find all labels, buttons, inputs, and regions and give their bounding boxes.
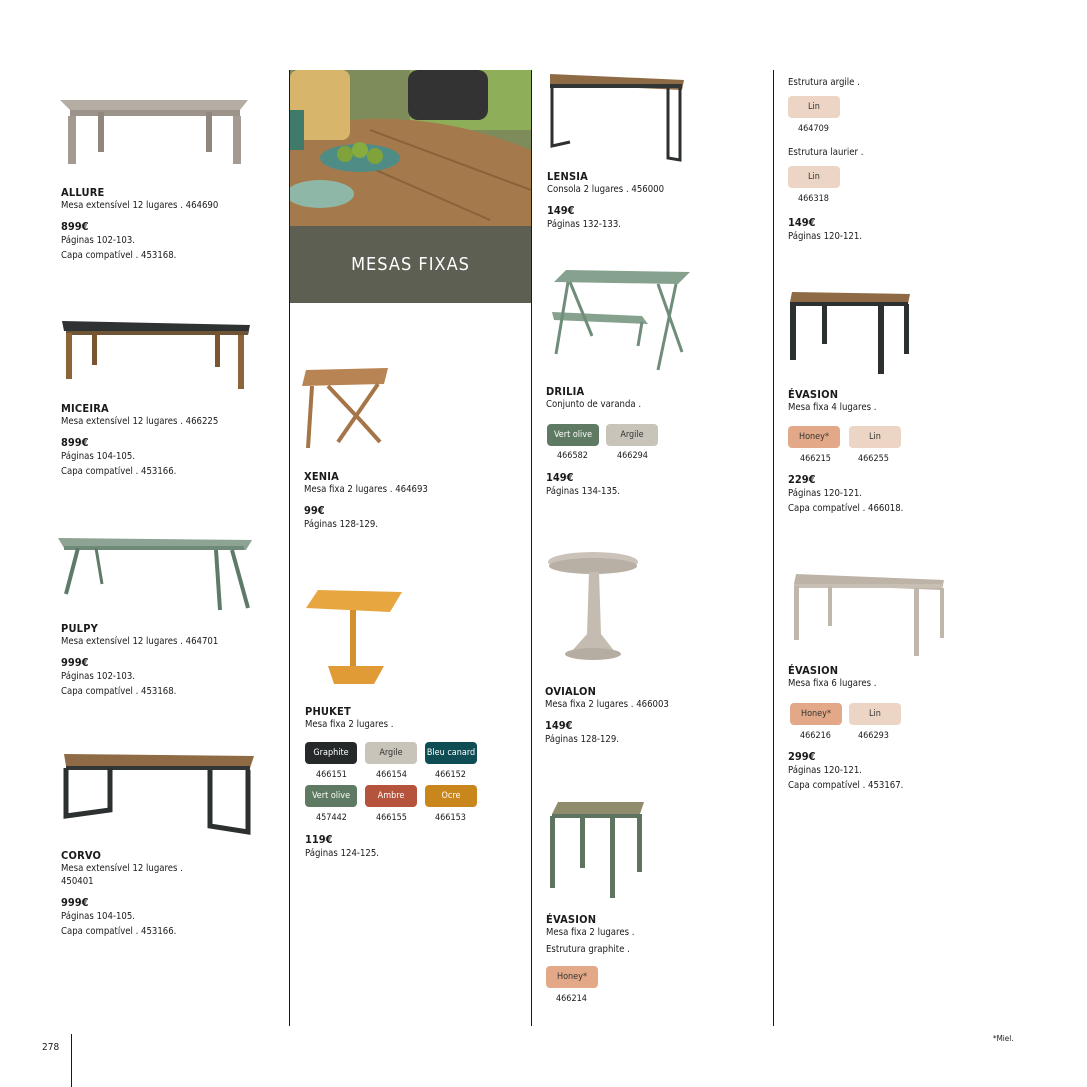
swatch-code: 466582 <box>557 451 588 461</box>
lensia-console-image <box>546 72 686 164</box>
product-name: LENSIA <box>547 170 589 183</box>
structure-argile: Estrutura argile . <box>788 77 860 88</box>
product-price: 899€ <box>61 220 89 233</box>
swatch-code: 466318 <box>798 194 829 204</box>
product-price: 299€ <box>788 750 816 763</box>
swatch-code: 466294 <box>617 451 648 461</box>
product-name: ÉVASION <box>788 388 839 401</box>
product-desc: Mesa fixa 2 lugares . <box>546 927 635 938</box>
product-price: 999€ <box>61 656 89 669</box>
evasion-2-info <box>546 913 634 957</box>
column-divider <box>531 70 532 1026</box>
evasion-4-table-image <box>786 286 914 378</box>
corvo-table-image <box>60 748 256 840</box>
product-cover: Capa compatível . 453168. <box>61 686 177 697</box>
swatch-code: 466215 <box>800 454 831 464</box>
swatch-code: 466293 <box>858 731 889 741</box>
footnote: *Miel. <box>993 1034 1014 1043</box>
product-desc: Mesa extensível 12 lugares . 464701 <box>61 636 219 647</box>
evasion-6-table-image <box>790 570 948 660</box>
swatch-ambre[interactable]: Ambre <box>365 785 417 807</box>
product-price: 99€ <box>304 504 325 517</box>
product-cover: Capa compatível . 453166. <box>61 926 177 937</box>
swatch-vert-olive[interactable]: Vert olive <box>305 785 357 807</box>
swatch-code: 466255 <box>858 454 889 464</box>
product-pages: Páginas 134-135. <box>546 486 621 497</box>
product-pages: Páginas 120-121. <box>788 765 863 776</box>
swatch-lin[interactable]: Lin <box>849 703 901 725</box>
column-divider <box>773 70 774 1026</box>
page-margin-line <box>71 1034 72 1087</box>
product-price: 149€ <box>546 471 574 484</box>
evasion-2-price-block <box>788 216 862 244</box>
drilia-price-block <box>546 471 620 499</box>
product-pages: Páginas 102-103. <box>61 671 136 682</box>
product-price: 999€ <box>61 896 89 909</box>
evasion-2-table-image <box>544 798 648 900</box>
product-name: DRILIA <box>546 385 585 398</box>
pulpy-info <box>61 622 218 699</box>
swatch-code: 466154 <box>376 770 407 780</box>
structure-laurier: Estrutura laurier . <box>788 147 864 158</box>
product-price: 899€ <box>61 436 89 449</box>
evasion-4-info <box>788 388 876 414</box>
hero-photo <box>290 70 531 226</box>
product-name: ÉVASION <box>788 664 839 677</box>
product-name: PULPY <box>61 622 99 635</box>
product-name: PHUKET <box>305 705 351 718</box>
miceira-info <box>61 402 218 479</box>
drilia-set-image <box>546 266 692 376</box>
product-price: 229€ <box>788 473 816 486</box>
phuket-price-block <box>305 833 379 861</box>
product-price: 149€ <box>545 719 573 732</box>
product-structure: Estrutura graphite . <box>546 944 630 955</box>
product-desc: Mesa fixa 4 lugares . <box>788 402 877 413</box>
product-pages: Páginas 128-129. <box>545 734 620 745</box>
product-pages: Páginas 124-125. <box>305 848 380 859</box>
swatch-graphite[interactable]: Graphite <box>305 742 357 764</box>
product-desc: Conjunto de varanda . <box>546 399 642 410</box>
product-pages: Páginas 120-121. <box>788 231 863 242</box>
product-name: CORVO <box>61 849 102 862</box>
product-pages: Páginas 120-121. <box>788 488 863 499</box>
miceira-table-image <box>60 315 254 395</box>
swatch-argile[interactable]: Argile <box>365 742 417 764</box>
evasion-6-price-block <box>788 750 903 793</box>
swatch-code: 466153 <box>435 813 466 823</box>
product-desc: Mesa extensível 12 lugares . <box>61 863 183 874</box>
section-banner: MESAS FIXAS <box>290 226 531 303</box>
product-cover: Capa compatível . 466018. <box>788 503 904 514</box>
lensia-info <box>547 170 664 232</box>
product-cover: Capa compatível . 453167. <box>788 780 904 791</box>
product-name: OVIALON <box>545 685 597 698</box>
corvo-info <box>61 849 183 939</box>
product-pages: Páginas 128-129. <box>304 519 379 530</box>
product-cover: Capa compatível . 453166. <box>61 466 177 477</box>
swatch-lin[interactable]: Lin <box>849 426 901 448</box>
swatch-code: 466155 <box>376 813 407 823</box>
page-number: 278 <box>42 1042 60 1053</box>
product-desc: Mesa fixa 2 lugares . 466003 <box>545 699 669 710</box>
swatch-ocre[interactable]: Ocre <box>425 785 477 807</box>
product-desc: Mesa extensível 12 lugares . 464690 <box>61 200 219 211</box>
product-pages: Páginas 102-103. <box>61 235 136 246</box>
xenia-info <box>304 470 428 532</box>
product-desc-code: 450401 <box>61 876 94 887</box>
swatch-lin[interactable]: Lin <box>788 166 840 188</box>
swatch-code: 466151 <box>316 770 347 780</box>
phuket-info <box>305 705 393 731</box>
swatch-honey[interactable]: Honey* <box>790 703 842 725</box>
product-desc: Mesa fixa 2 lugares . 464693 <box>304 484 428 495</box>
product-price: 149€ <box>788 216 816 229</box>
product-desc: Mesa fixa 2 lugares . <box>305 719 394 730</box>
swatch-argile[interactable]: Argile <box>606 424 658 446</box>
evasion-4-price-block <box>788 473 903 516</box>
product-pages: Páginas 104-105. <box>61 911 136 922</box>
ovialon-info <box>545 685 669 747</box>
swatch-code: 464709 <box>798 124 829 134</box>
evasion-6-info <box>788 664 876 690</box>
product-desc: Mesa extensível 12 lugares . 466225 <box>61 416 219 427</box>
product-name: ALLURE <box>61 186 105 199</box>
swatch-code: 466216 <box>800 731 831 741</box>
drilia-info <box>546 385 641 411</box>
product-name: XENIA <box>304 470 340 483</box>
product-pages: Páginas 104-105. <box>61 451 136 462</box>
phuket-table-image <box>304 584 408 690</box>
swatch-honey[interactable]: Honey* <box>788 426 840 448</box>
swatch-honey[interactable]: Honey* <box>546 966 598 988</box>
xenia-table-image <box>298 362 394 460</box>
product-price: 149€ <box>547 204 575 217</box>
swatch-lin[interactable]: Lin <box>788 96 840 118</box>
product-cover: Capa compatível . 453168. <box>61 250 177 261</box>
swatch-vert-olive[interactable]: Vert olive <box>547 424 599 446</box>
swatch-code: 466214 <box>556 994 587 1004</box>
product-name: ÉVASION <box>546 913 597 926</box>
product-desc: Mesa fixa 6 lugares . <box>788 678 877 689</box>
allure-table-image <box>58 90 252 180</box>
swatch-code: 457442 <box>316 813 347 823</box>
product-desc: Consola 2 lugares . 456000 <box>547 184 665 195</box>
swatch-bleu-canard[interactable]: Bleu canard <box>425 742 477 764</box>
pulpy-table-image <box>56 530 256 616</box>
ovialon-table-image <box>545 546 643 666</box>
allure-info <box>61 186 218 263</box>
swatch-code: 466152 <box>435 770 466 780</box>
product-price: 119€ <box>305 833 333 846</box>
product-name: MICEIRA <box>61 402 109 415</box>
product-pages: Páginas 132-133. <box>547 219 622 230</box>
